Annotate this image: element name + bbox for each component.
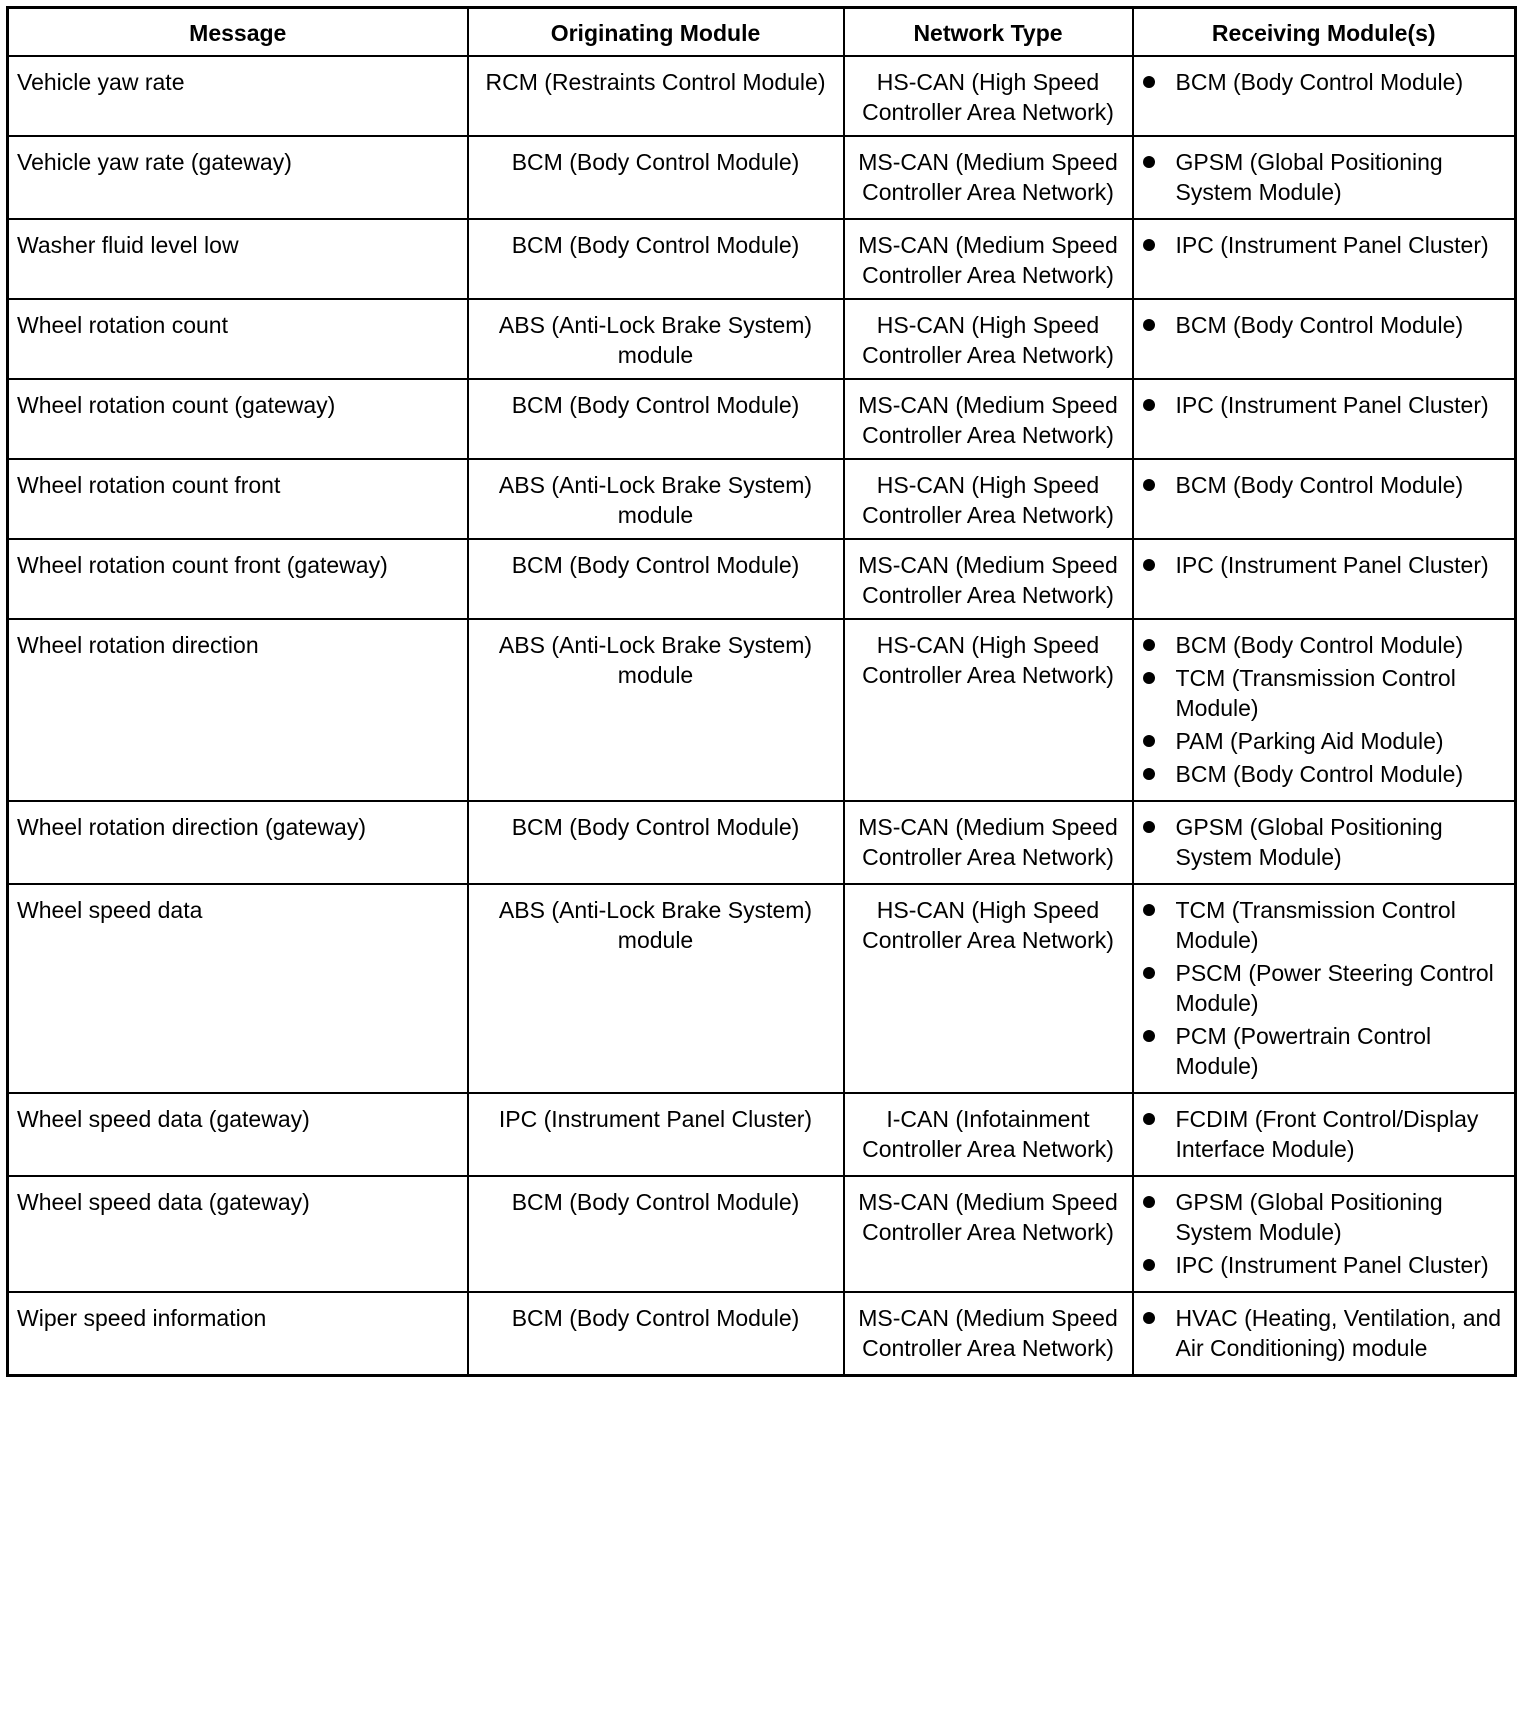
receiving-module-list	[1142, 1187, 1507, 1280]
message-cell: Wiper speed information	[8, 1292, 468, 1376]
header-network-type: Network Type	[844, 8, 1133, 57]
network-type-cell: MS-CAN (Medium Speed Controller Area Network)	[844, 379, 1133, 459]
receiving-module-label: FCDIM (Front Control/Display Interface Module)	[1175, 1106, 1479, 1162]
message-cell: Wheel rotation count (gateway)	[8, 379, 468, 459]
bullet-icon	[1143, 1312, 1155, 1324]
bullet-icon	[1143, 76, 1155, 88]
receiving-modules-cell	[1133, 539, 1516, 619]
bullet-icon	[1143, 967, 1155, 979]
message-cell: Vehicle yaw rate (gateway)	[8, 136, 468, 219]
message-cell: Vehicle yaw rate	[8, 56, 468, 136]
table-row	[8, 379, 1516, 459]
bullet-icon	[1143, 1113, 1155, 1125]
originating-module-cell: BCM (Body Control Module)	[468, 379, 844, 459]
network-type-cell: I-CAN (Infotainment Controller Area Network)	[844, 1093, 1133, 1176]
originating-module-cell: BCM (Body Control Module)	[468, 539, 844, 619]
receiving-module-item	[1142, 895, 1507, 955]
receiving-modules-cell	[1133, 1292, 1516, 1376]
receiving-module-item	[1142, 1303, 1507, 1363]
header-receiving-modules: Receiving Module(s)	[1133, 8, 1516, 57]
network-type-cell: MS-CAN (Medium Speed Controller Area Network)	[844, 801, 1133, 884]
receiving-module-item	[1142, 470, 1507, 500]
table-row	[8, 459, 1516, 539]
receiving-modules-cell	[1133, 1176, 1516, 1292]
receiving-module-item	[1142, 1250, 1507, 1280]
bullet-icon	[1143, 1196, 1155, 1208]
receiving-module-list	[1142, 67, 1507, 97]
bullet-icon	[1143, 156, 1155, 168]
receiving-module-item	[1142, 1187, 1507, 1247]
receiving-module-list	[1142, 230, 1507, 260]
receiving-module-label: IPC (Instrument Panel Cluster)	[1175, 232, 1489, 258]
receiving-modules-cell	[1133, 884, 1516, 1093]
message-cell: Wheel rotation count	[8, 299, 468, 379]
bullet-icon	[1143, 319, 1155, 331]
bullet-icon	[1143, 479, 1155, 491]
table-row	[8, 219, 1516, 299]
table-row	[8, 539, 1516, 619]
receiving-module-label: BCM (Body Control Module)	[1175, 632, 1464, 658]
receiving-modules-cell	[1133, 801, 1516, 884]
bullet-icon	[1143, 1030, 1155, 1042]
receiving-module-item	[1142, 1021, 1507, 1081]
message-cell: Wheel rotation direction	[8, 619, 468, 801]
receiving-module-list	[1142, 812, 1507, 872]
network-type-cell: MS-CAN (Medium Speed Controller Area Network)	[844, 1292, 1133, 1376]
message-cell: Washer fluid level low	[8, 219, 468, 299]
receiving-modules-cell	[1133, 379, 1516, 459]
table-row	[8, 1176, 1516, 1292]
header-message: Message	[8, 8, 468, 57]
receiving-module-label: IPC (Instrument Panel Cluster)	[1175, 392, 1489, 418]
header-originating-module: Originating Module	[468, 8, 844, 57]
bullet-icon	[1143, 672, 1155, 684]
receiving-module-item	[1142, 147, 1507, 207]
bullet-icon	[1143, 639, 1155, 651]
receiving-module-label: BCM (Body Control Module)	[1175, 69, 1464, 95]
receiving-module-list	[1142, 550, 1507, 580]
receiving-module-list	[1142, 895, 1507, 1081]
bullet-icon	[1143, 821, 1155, 833]
network-type-cell: HS-CAN (High Speed Controller Area Network)	[844, 299, 1133, 379]
receiving-module-item	[1142, 67, 1507, 97]
receiving-modules-cell	[1133, 1093, 1516, 1176]
receiving-modules-cell	[1133, 56, 1516, 136]
receiving-modules-cell	[1133, 299, 1516, 379]
bullet-icon	[1143, 399, 1155, 411]
network-type-cell: MS-CAN (Medium Speed Controller Area Network)	[844, 136, 1133, 219]
receiving-module-label: IPC (Instrument Panel Cluster)	[1175, 552, 1489, 578]
receiving-module-item	[1142, 759, 1507, 789]
network-type-cell: HS-CAN (High Speed Controller Area Network)	[844, 884, 1133, 1093]
message-cell: Wheel rotation count front (gateway)	[8, 539, 468, 619]
table-row	[8, 619, 1516, 801]
receiving-module-label: IPC (Instrument Panel Cluster)	[1175, 1252, 1489, 1278]
originating-module-cell: BCM (Body Control Module)	[468, 219, 844, 299]
receiving-module-label: HVAC (Heating, Ventilation, and Air Conditioning) module	[1175, 1305, 1502, 1361]
originating-module-cell: RCM (Restraints Control Module)	[468, 56, 844, 136]
table-row	[8, 299, 1516, 379]
originating-module-cell: ABS (Anti-Lock Brake System) module	[468, 884, 844, 1093]
network-type-cell: HS-CAN (High Speed Controller Area Network)	[844, 459, 1133, 539]
receiving-module-label: GPSM (Global Positioning System Module)	[1175, 149, 1443, 205]
receiving-module-list	[1142, 1303, 1507, 1363]
receiving-module-label: BCM (Body Control Module)	[1175, 761, 1464, 787]
network-type-cell: MS-CAN (Medium Speed Controller Area Network)	[844, 539, 1133, 619]
receiving-module-label: GPSM (Global Positioning System Module)	[1175, 1189, 1443, 1245]
receiving-module-item	[1142, 630, 1507, 660]
bullet-icon	[1143, 735, 1155, 747]
document-sheet	[6, 6, 1517, 1377]
message-cell: Wheel speed data (gateway)	[8, 1176, 468, 1292]
table-row	[8, 801, 1516, 884]
receiving-module-label: TCM (Transmission Control Module)	[1175, 665, 1456, 721]
receiving-module-list	[1142, 630, 1507, 789]
network-type-cell: MS-CAN (Medium Speed Controller Area Network)	[844, 219, 1133, 299]
originating-module-cell: BCM (Body Control Module)	[468, 801, 844, 884]
originating-module-cell: BCM (Body Control Module)	[468, 1292, 844, 1376]
network-type-cell: HS-CAN (High Speed Controller Area Network)	[844, 56, 1133, 136]
receiving-module-item	[1142, 550, 1507, 580]
receiving-modules-cell	[1133, 219, 1516, 299]
receiving-module-label: GPSM (Global Positioning System Module)	[1175, 814, 1443, 870]
bullet-icon	[1143, 559, 1155, 571]
receiving-module-item	[1142, 726, 1507, 756]
message-cell: Wheel rotation direction (gateway)	[8, 801, 468, 884]
table-header-row	[8, 8, 1516, 57]
table-row	[8, 1093, 1516, 1176]
originating-module-cell: BCM (Body Control Module)	[468, 136, 844, 219]
receiving-module-item	[1142, 390, 1507, 420]
receiving-module-list	[1142, 1104, 1507, 1164]
originating-module-cell: IPC (Instrument Panel Cluster)	[468, 1093, 844, 1176]
receiving-module-item	[1142, 230, 1507, 260]
receiving-modules-cell	[1133, 459, 1516, 539]
message-cell: Wheel speed data (gateway)	[8, 1093, 468, 1176]
table-row	[8, 136, 1516, 219]
originating-module-cell: BCM (Body Control Module)	[468, 1176, 844, 1292]
table-row	[8, 56, 1516, 136]
table-row	[8, 1292, 1516, 1376]
receiving-module-label: TCM (Transmission Control Module)	[1175, 897, 1456, 953]
receiving-module-label: PCM (Powertrain Control Module)	[1175, 1023, 1432, 1079]
bullet-icon	[1143, 768, 1155, 780]
receiving-module-list	[1142, 470, 1507, 500]
receiving-module-label: BCM (Body Control Module)	[1175, 312, 1464, 338]
originating-module-cell: ABS (Anti-Lock Brake System) module	[468, 299, 844, 379]
receiving-module-label: PSCM (Power Steering Control Module)	[1175, 960, 1494, 1016]
network-type-cell: MS-CAN (Medium Speed Controller Area Network)	[844, 1176, 1133, 1292]
receiving-module-list	[1142, 147, 1507, 207]
table-row	[8, 884, 1516, 1093]
originating-module-cell: ABS (Anti-Lock Brake System) module	[468, 619, 844, 801]
network-type-cell: HS-CAN (High Speed Controller Area Network)	[844, 619, 1133, 801]
receiving-modules-cell	[1133, 136, 1516, 219]
receiving-module-list	[1142, 310, 1507, 340]
message-cell: Wheel speed data	[8, 884, 468, 1093]
receiving-module-item	[1142, 663, 1507, 723]
table-body	[8, 56, 1516, 1376]
originating-module-cell: ABS (Anti-Lock Brake System) module	[468, 459, 844, 539]
receiving-module-list	[1142, 390, 1507, 420]
receiving-module-item	[1142, 310, 1507, 340]
bullet-icon	[1143, 239, 1155, 251]
receiving-modules-cell	[1133, 619, 1516, 801]
receiving-module-item	[1142, 1104, 1507, 1164]
receiving-module-item	[1142, 812, 1507, 872]
receiving-module-label: PAM (Parking Aid Module)	[1175, 728, 1444, 754]
message-network-table	[6, 6, 1517, 1377]
bullet-icon	[1143, 904, 1155, 916]
receiving-module-item	[1142, 958, 1507, 1018]
receiving-module-label: BCM (Body Control Module)	[1175, 472, 1464, 498]
message-cell: Wheel rotation count front	[8, 459, 468, 539]
bullet-icon	[1143, 1259, 1155, 1271]
